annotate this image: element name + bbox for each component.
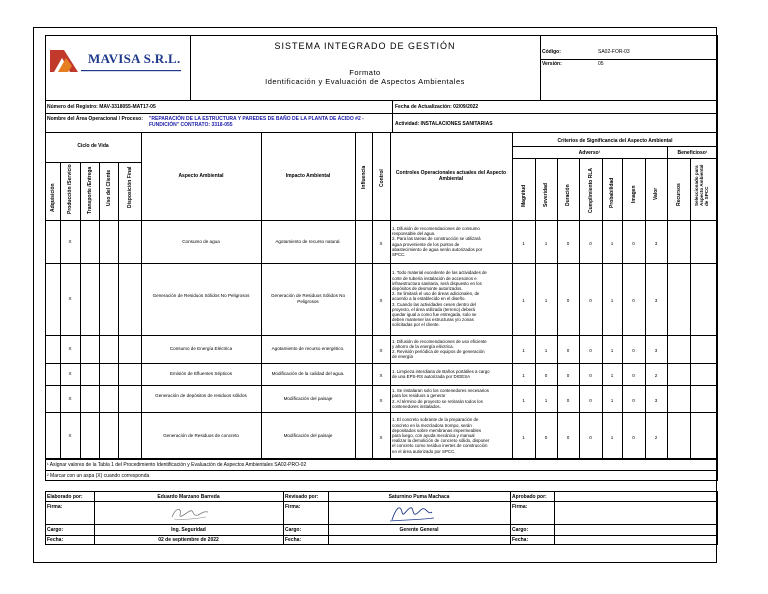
criteria-value: 0 bbox=[632, 298, 635, 303]
criteria-value: 0 bbox=[566, 373, 570, 378]
life-col-disposal: Disposición Final bbox=[127, 166, 133, 208]
note-1: ¹ Asignar valores de la Tabla 1 del Procedimiento Identificación y Evaluación de Aspectos Ambientales SA02-PRO-02 bbox=[47, 462, 307, 468]
area-value: "REPARACIÓN DE LA ESTRUCTURA Y PAREDES DE BAÑO DE LA PLANTA DE ÁCIDO #2 - FUNDICIÓN" CONTRATO: 3318-055 bbox=[149, 116, 364, 128]
reviewed-label: Revisado por: bbox=[285, 494, 319, 500]
criteria-value: 3 bbox=[654, 397, 658, 403]
criteria-value: 1 bbox=[610, 373, 614, 378]
version-value: 05 bbox=[598, 61, 604, 67]
criteria-value: 1 bbox=[522, 348, 525, 353]
criteria-value: 1 bbox=[610, 434, 614, 440]
impact-cell: Modificación de la calidad del agua. bbox=[271, 371, 345, 376]
aspect-cell: Generación de Residuos de concreto bbox=[163, 432, 239, 438]
criteria-value: 1 bbox=[544, 348, 548, 353]
crit-probability: Probabilidad bbox=[609, 177, 615, 208]
controls-line: de una EPS-RS autorizada por DIGESA bbox=[392, 374, 471, 379]
life-cycle-header: Ciclo de Vida bbox=[77, 143, 109, 149]
controls-line: en el área autorizado por SPCC. bbox=[392, 448, 456, 454]
reviewed-name: Saturnino Puma Machaca bbox=[388, 494, 450, 500]
controls-line: 2. Revisión periódica de equipos de generación bbox=[392, 349, 485, 354]
criteria-value: 0 bbox=[632, 397, 635, 403]
impact-cell: Agotamiento de recurso natural. bbox=[275, 238, 341, 244]
crit-magnitude: Magnitud bbox=[521, 184, 527, 207]
prepared-name: Eduardo Marzano Barreda bbox=[157, 494, 220, 500]
criteria-value: 0 bbox=[544, 373, 548, 378]
control-mark: X bbox=[379, 298, 383, 303]
signature-label-3: Firma: bbox=[512, 504, 528, 510]
position-label-2: Cargo: bbox=[285, 527, 302, 533]
controls-line: el concreto como residuo inertes de construcción bbox=[392, 443, 488, 449]
criteria-value: 0 bbox=[589, 373, 592, 378]
control-mark: X bbox=[379, 434, 383, 440]
impact-cell: Agotamiento de recurso energético. bbox=[271, 346, 345, 351]
controls-line: 1. Se instalaran solo los contenedores necesarios bbox=[392, 388, 489, 394]
criteria-value: 0 bbox=[589, 298, 592, 303]
format-label: Formato bbox=[349, 68, 381, 77]
aspect-cell: Consumo de agua bbox=[182, 238, 220, 244]
position-label-3: Cargo: bbox=[512, 527, 529, 533]
production-mark: X bbox=[68, 395, 72, 401]
criteria-header: Criterios de Significancia del Aspecto Ambiental bbox=[557, 138, 673, 144]
criteria-value: 1 bbox=[522, 434, 525, 440]
aspect-cell: Generación de depósitos de residuos sólidos bbox=[155, 392, 247, 398]
controls-line: infraestructura sanitaria, será dispuesto en los bbox=[392, 280, 482, 286]
controls-line: contenedores instalados. bbox=[392, 403, 441, 409]
impact-cell: Generación de Residuos Sólidos No Peligrosos bbox=[270, 293, 346, 304]
impact-cell: Modificación del paisaje bbox=[283, 432, 333, 438]
controls-line: depósitos de desmonte autorizados. bbox=[392, 286, 463, 291]
reviewed-signature bbox=[388, 502, 436, 524]
prepared-label: Elaborado por: bbox=[47, 494, 83, 500]
production-mark: X bbox=[68, 346, 72, 351]
controls-line: abastecimiento de agua serán autorizados por bbox=[392, 246, 483, 252]
beneficial-header: Beneficioso¹ bbox=[677, 150, 708, 156]
controls-line: solicitadas por el cliente. bbox=[392, 322, 440, 328]
controls-line: quedar igual a como fue entregada, solo se bbox=[392, 312, 477, 317]
control-header: Control bbox=[379, 169, 385, 187]
signature-label-2: Firma: bbox=[285, 504, 301, 510]
controls-line: depositados sobre membranas impermeables bbox=[392, 427, 482, 433]
aspect-cell: Generación de Residuos Sólidos No Peligrosos bbox=[152, 293, 250, 298]
controls-line: realizar la demolición de concreto sólido, disponer bbox=[392, 438, 490, 444]
criteria-value: 2 bbox=[654, 373, 658, 378]
criteria-value: 1 bbox=[610, 348, 614, 353]
criteria-value: 1 bbox=[610, 397, 614, 403]
crit-rla: Cumplimiento RLA bbox=[588, 168, 594, 213]
controls-line: 2. Para las tareas de construcción se utilizará bbox=[392, 236, 481, 242]
criteria-value: 3 bbox=[654, 348, 658, 353]
criteria-value: 1 bbox=[522, 240, 525, 246]
area-label: Nombre del Área Operacional / Proceso: bbox=[47, 116, 143, 122]
criteria-value: 0 bbox=[632, 373, 635, 378]
criteria-value: 0 bbox=[544, 434, 548, 440]
activity-label: Actividad: INSTALACIONES SANITARIAS bbox=[395, 121, 493, 127]
criteria-value: 0 bbox=[566, 298, 570, 303]
reviewed-position: Gerente General bbox=[399, 527, 439, 533]
controls-line: para luego, con ayuda mecánica y manual bbox=[392, 432, 475, 438]
criteria-value: 0 bbox=[632, 348, 635, 353]
controls-line: para los residuos a generar bbox=[392, 393, 446, 399]
signature-label-1: Firma: bbox=[47, 504, 63, 510]
criteria-value: 2 bbox=[654, 434, 658, 440]
date-label-2: Fecha: bbox=[285, 537, 302, 543]
controls-line: SPCC. bbox=[392, 251, 406, 257]
crit-resources: Recursos bbox=[676, 183, 682, 206]
criteria-value: 0 bbox=[566, 348, 570, 353]
criteria-value: 3 bbox=[654, 240, 658, 246]
criteria-value: 3 bbox=[654, 298, 658, 303]
criteria-value: 1 bbox=[522, 373, 525, 378]
control-mark: X bbox=[379, 397, 383, 403]
impact-header: Impacto Ambiental bbox=[285, 173, 331, 179]
criteria-value: 0 bbox=[566, 397, 570, 403]
criteria-value: 1 bbox=[544, 298, 548, 303]
criteria-value: 1 bbox=[544, 240, 548, 246]
criteria-value: 0 bbox=[589, 348, 592, 353]
controls-line: 1. Todo material excedente de las actividades de bbox=[392, 270, 487, 276]
aspect-cell: Emisión de Efluentes Sépticos bbox=[169, 371, 233, 376]
crit-image: Imagen bbox=[631, 185, 637, 203]
criteria-value: 0 bbox=[589, 240, 592, 246]
criteria-value: 0 bbox=[566, 240, 570, 246]
crit-duration: Duración bbox=[565, 184, 571, 206]
controls-line: 1. El concreto sobrante de la preparación de bbox=[392, 417, 479, 423]
controls-line: 2. Al término de proyecto se retirarán todos los bbox=[392, 398, 483, 404]
production-mark: X bbox=[68, 296, 72, 301]
date-label-3: Fecha: bbox=[512, 537, 529, 543]
position-label-1: Cargo: bbox=[47, 527, 64, 533]
controls-line: 1. Difusión de recomendaciones de uso eficiente bbox=[392, 338, 487, 344]
criteria-value: 0 bbox=[589, 397, 592, 403]
update-date: Fecha de Actualización: 02/09/2022 bbox=[395, 104, 479, 110]
criteria-value: 1 bbox=[610, 240, 614, 246]
aspect-header: Aspecto Ambiental bbox=[178, 173, 224, 179]
note-2: ² Marcar con un aspa (X) cuando corresponda bbox=[47, 473, 150, 479]
registry-number: Número del Registro: MAV-3318055-MAT17-05 bbox=[47, 104, 156, 110]
controls-line: 3. Cuando las actividades cesen dentro del bbox=[392, 301, 476, 307]
criteria-value: 1 bbox=[522, 298, 525, 303]
prepared-position: Ing. Seguridad bbox=[171, 527, 206, 533]
code-label: Código: bbox=[542, 49, 561, 55]
version-label: Versión: bbox=[542, 61, 562, 67]
controls-line: acuerdo a la establecido en el diseño. bbox=[392, 296, 466, 302]
criteria-value: 1 bbox=[544, 397, 548, 403]
controls-line: concreto en la mezcladora trompo, serán bbox=[392, 422, 472, 428]
criteria-value: 0 bbox=[632, 434, 635, 440]
code-value: SA02-FOR-03 bbox=[598, 49, 630, 55]
life-col-client-use: Uso del Cliente bbox=[106, 169, 112, 206]
controls-line: 2. Se limitará el uso de áreas adicionales, de bbox=[392, 291, 480, 297]
life-col-acquisition: Adquisición bbox=[50, 183, 56, 212]
controls-line: 1. Limpieza interdiaria de Baños portátiles a cargo bbox=[392, 368, 490, 374]
crit-selected: Seleccionado para Aspecto Ambiental de SPCC bbox=[694, 164, 709, 206]
controls-line: corte de tubería instalación de accesorios e bbox=[392, 275, 477, 281]
controls-line: de energía bbox=[392, 354, 413, 360]
crit-value: Valor bbox=[653, 187, 659, 200]
crit-severity: Severidad bbox=[543, 183, 549, 207]
approved-label: Aprobado por: bbox=[512, 494, 547, 500]
controls-line: responsable del agua. bbox=[392, 231, 436, 237]
production-mark: X bbox=[68, 432, 72, 438]
controls-header: Controles Operacionales actuales del Aspecto Ambiental bbox=[395, 170, 507, 182]
prepared-date: 02 de septiembre de 2022 bbox=[158, 537, 219, 543]
system-title: SISTEMA INTEGRADO DE GESTIÓN bbox=[274, 41, 456, 51]
controls-line: agua proveniente de los puntos de bbox=[392, 241, 460, 247]
criteria-value: 0 bbox=[566, 434, 570, 440]
control-mark: X bbox=[379, 240, 383, 246]
logo-text: MAVISA S.R.L. bbox=[88, 51, 181, 66]
criteria-value: 1 bbox=[610, 298, 614, 303]
controls-line: y ahorro de la energía eléctrica. bbox=[392, 343, 454, 349]
production-mark: X bbox=[68, 371, 72, 376]
format-title: Identificación y Evaluación de Aspectos Ambientales bbox=[265, 77, 465, 86]
date-label-1: Fecha: bbox=[47, 537, 64, 543]
controls-line: proyecto, el área utilizada (terreno) deberá bbox=[392, 306, 475, 312]
controls-line: 1. Difusión de recomendaciones de consumo bbox=[392, 225, 480, 231]
control-mark: X bbox=[379, 373, 383, 378]
criteria-value: 0 bbox=[632, 240, 635, 246]
criteria-value: 1 bbox=[522, 397, 525, 403]
adverse-header: Adverso¹ bbox=[578, 150, 601, 156]
life-col-production: Producción /Servicio bbox=[67, 164, 73, 214]
influence-header: Influencia bbox=[361, 165, 367, 189]
impact-cell: Modificación del paisaje bbox=[283, 395, 333, 401]
control-mark: X bbox=[379, 348, 383, 353]
aspect-cell: Consumo de Energía Eléctrica bbox=[169, 346, 233, 351]
prepared-signature bbox=[168, 503, 212, 523]
life-col-transport: Transporte /Entrega bbox=[87, 166, 93, 214]
criteria-value: 0 bbox=[589, 434, 592, 440]
production-mark: X bbox=[68, 238, 72, 244]
controls-line: deben mantener las estructuras y/o zonas bbox=[392, 317, 474, 323]
